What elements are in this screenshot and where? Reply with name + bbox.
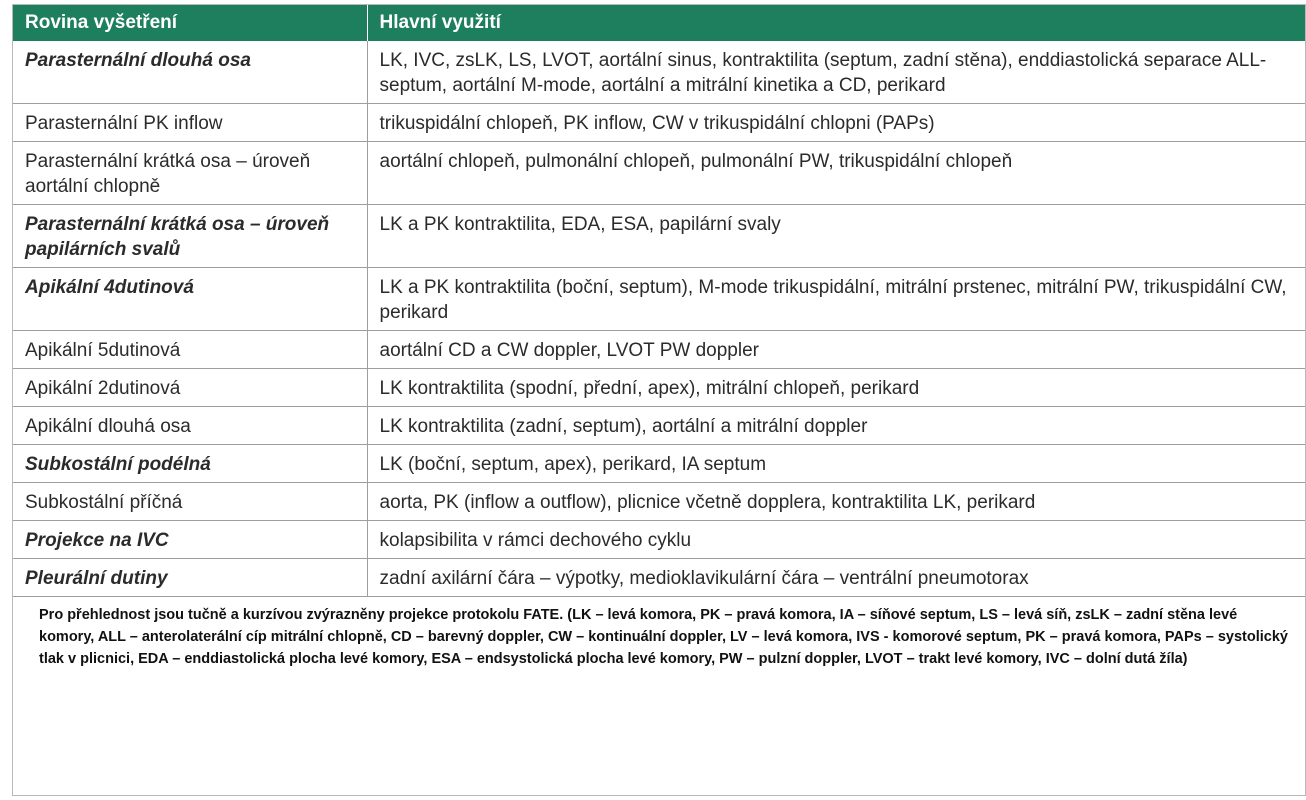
footnote: Pro přehlednost jsou tučně a kurzívou zvýrazněny projekce protokolu FATE. (LK – levá komora, PK – pravá komora, IA – síňové septum, LS – levá síň, zsLK – zadní stěna levé komory, ALL – anterolaterální cíp mitrální chlopně, CD – barevný doppler, CW – kontinuální doppler, LV – levá komora, IVS - komorové septum, PK – pravá komora, PAPs – systolický tlak v plicnici, EDA – enddiastolická plocha levé komory, ESA – endsystolická plocha levé komory, PW – pulzní doppler, LVOT – trakt levé komory, IVC – dolní dutá žíla)	[39, 607, 1288, 667]
plane-cell: Parasternální krátká osa – úroveň papilárních svalů	[13, 205, 367, 268]
plane-cell: Apikální 5dutinová	[13, 331, 367, 369]
header-row	[13, 5, 1305, 41]
column-header-usage: Hlavní využití	[367, 5, 1305, 41]
table-row	[13, 268, 1305, 331]
table-row	[13, 559, 1305, 597]
usage-cell: LK a PK kontraktilita (boční, septum), M-mode trikuspidální, mitrální prstenec, mitrální PW, trikuspidální CW, perikard	[367, 268, 1305, 331]
usage-cell: zadní axilární čára – výpotky, medioklavikulární čára – ventrální pneumotorax	[367, 559, 1305, 597]
table-row	[13, 142, 1305, 205]
table-container	[12, 4, 1306, 796]
table-row	[13, 41, 1305, 104]
usage-cell: aortální chlopeň, pulmonální chlopeň, pulmonální PW, trikuspidální chlopeň	[367, 142, 1305, 205]
column-header-plane: Rovina vyšetření	[13, 5, 367, 41]
plane-cell: Pleurální dutiny	[13, 559, 367, 597]
plane-cell: Projekce na IVC	[13, 521, 367, 559]
usage-cell: kolapsibilita v rámci dechového cyklu	[367, 521, 1305, 559]
table-row	[13, 483, 1305, 521]
plane-cell: Apikální dlouhá osa	[13, 407, 367, 445]
plane-cell: Parasternální dlouhá osa	[13, 41, 367, 104]
usage-cell: LK kontraktilita (spodní, přední, apex), mitrální chlopeň, perikard	[367, 369, 1305, 407]
table-row	[13, 104, 1305, 142]
usage-cell: aorta, PK (inflow a outflow), plicnice včetně dopplera, kontraktilita LK, perikard	[367, 483, 1305, 521]
usage-cell: LK kontraktilita (zadní, septum), aortální a mitrální doppler	[367, 407, 1305, 445]
table-header	[13, 5, 1305, 41]
plane-cell: Subkostální příčná	[13, 483, 367, 521]
table-row	[13, 369, 1305, 407]
plane-cell: Parasternální PK inflow	[13, 104, 367, 142]
echo-planes-table	[13, 5, 1305, 597]
plane-cell: Parasternální krátká osa – úroveň aortální chlopně	[13, 142, 367, 205]
table-row	[13, 407, 1305, 445]
plane-cell: Subkostální podélná	[13, 445, 367, 483]
plane-cell: Apikální 2dutinová	[13, 369, 367, 407]
usage-cell: LK a PK kontraktilita, EDA, ESA, papilární svaly	[367, 205, 1305, 268]
table-body	[13, 41, 1305, 597]
table-row	[13, 205, 1305, 268]
usage-cell: aortální CD a CW doppler, LVOT PW doppler	[367, 331, 1305, 369]
plane-cell: Apikální 4dutinová	[13, 268, 367, 331]
usage-cell: LK, IVC, zsLK, LS, LVOT, aortální sinus, kontraktilita (septum, zadní stěna), enddiastolická separace ALL-septum, aortální M-mode, aortální a mitrální kinetika a CD, perikard	[367, 41, 1305, 104]
table-row	[13, 445, 1305, 483]
usage-cell: LK (boční, septum, apex), perikard, IA septum	[367, 445, 1305, 483]
table-row	[13, 521, 1305, 559]
table-row	[13, 331, 1305, 369]
usage-cell: trikuspidální chlopeň, PK inflow, CW v trikuspidální chlopni (PAPs)	[367, 104, 1305, 142]
